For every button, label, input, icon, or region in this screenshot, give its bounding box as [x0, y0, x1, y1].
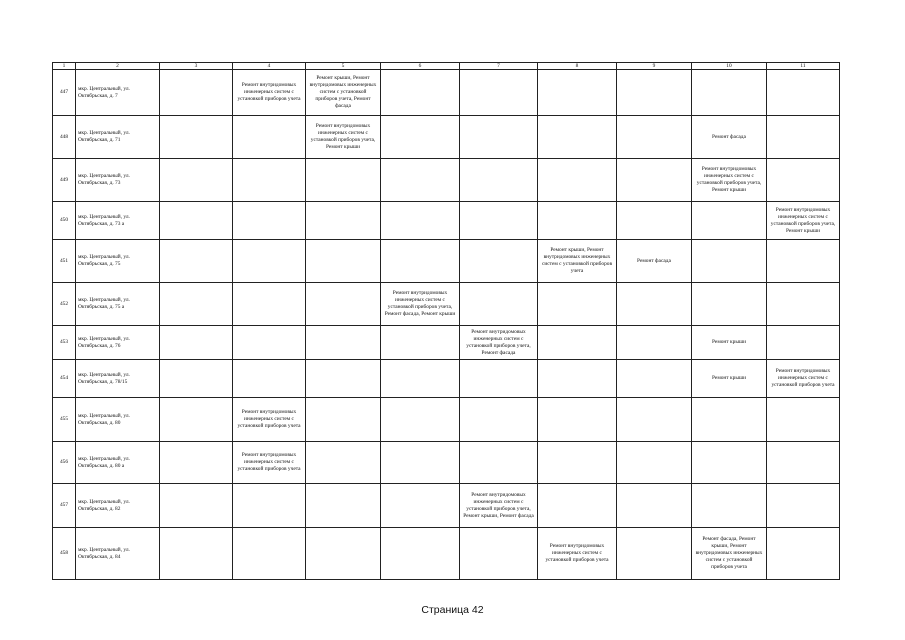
address-cell: мкр. Центральный, ул. Октябрьская, д. 7 — [76, 70, 160, 116]
work-cell — [767, 240, 840, 283]
address-cell: мкр. Центральный, ул. Октябрьская, д. 73 — [76, 159, 160, 202]
column-header: 4 — [233, 63, 306, 70]
column-header: 10 — [692, 63, 767, 70]
work-cell — [617, 398, 692, 442]
work-cell — [160, 283, 233, 326]
work-cell — [306, 484, 381, 528]
column-header: 11 — [767, 63, 840, 70]
address-cell: мкр. Центральный, ул. Октябрьская, д. 84 — [76, 528, 160, 580]
row-number-cell: 448 — [53, 116, 76, 159]
work-cell — [538, 398, 617, 442]
work-cell — [233, 159, 306, 202]
table-row — [53, 484, 840, 528]
address-cell: мкр. Центральный, ул. Октябрьская, д. 80 а — [76, 442, 160, 484]
address-cell: мкр. Центральный, ул. Октябрьская, д. 71 — [76, 116, 160, 159]
work-cell — [538, 360, 617, 398]
work-cell — [767, 116, 840, 159]
work-cell — [617, 326, 692, 360]
table-row — [53, 398, 840, 442]
work-cell — [460, 240, 538, 283]
work-cell — [160, 398, 233, 442]
address-cell: мкр. Центральный, ул. Октябрьская, д. 80 — [76, 398, 160, 442]
work-cell — [160, 70, 233, 116]
work-cell: Ремонт внутридомовых инженерных систем с установкой приборов учета — [233, 398, 306, 442]
work-cell — [538, 326, 617, 360]
work-cell: Ремонт крыши — [692, 360, 767, 398]
column-header: 1 — [53, 63, 76, 70]
row-number-cell: 452 — [53, 283, 76, 326]
work-cell — [160, 326, 233, 360]
work-cell — [767, 283, 840, 326]
work-cell — [692, 70, 767, 116]
row-number-cell: 456 — [53, 442, 76, 484]
work-cell — [381, 70, 460, 116]
work-cell — [617, 360, 692, 398]
table-row — [53, 326, 840, 360]
work-cell — [692, 240, 767, 283]
work-cell — [617, 442, 692, 484]
work-cell — [538, 116, 617, 159]
table-row — [53, 442, 840, 484]
work-cell — [538, 159, 617, 202]
work-cell — [381, 116, 460, 159]
work-cell — [160, 202, 233, 240]
row-number-cell: 455 — [53, 398, 76, 442]
work-cell — [538, 484, 617, 528]
work-cell — [306, 528, 381, 580]
work-cell — [692, 202, 767, 240]
work-cell — [306, 159, 381, 202]
work-cell — [767, 70, 840, 116]
work-cell — [306, 360, 381, 398]
work-cell — [233, 528, 306, 580]
column-header: 5 — [306, 63, 381, 70]
work-cell — [233, 484, 306, 528]
work-cell — [767, 528, 840, 580]
work-cell — [460, 283, 538, 326]
work-cell — [767, 442, 840, 484]
table-row — [53, 116, 840, 159]
work-cell — [381, 442, 460, 484]
work-cell — [233, 240, 306, 283]
work-cell — [767, 484, 840, 528]
work-cell — [160, 528, 233, 580]
work-cell — [306, 398, 381, 442]
work-cell — [306, 283, 381, 326]
work-cell — [233, 360, 306, 398]
work-cell — [617, 159, 692, 202]
work-cell: Ремонт внутридомовых инженерных систем с установкой приборов учета, Ремонт фасада — [460, 326, 538, 360]
row-number-cell: 458 — [53, 528, 76, 580]
work-cell — [306, 202, 381, 240]
work-cell — [160, 159, 233, 202]
work-cell — [538, 283, 617, 326]
work-cell — [692, 484, 767, 528]
work-cell — [692, 398, 767, 442]
column-header: 9 — [617, 63, 692, 70]
work-cell — [767, 159, 840, 202]
work-cell — [381, 528, 460, 580]
work-cell — [460, 202, 538, 240]
work-cell — [381, 360, 460, 398]
row-number-cell: 454 — [53, 360, 76, 398]
work-cell: Ремонт фасада — [692, 116, 767, 159]
work-cell — [381, 398, 460, 442]
work-cell — [306, 442, 381, 484]
table-row — [53, 360, 840, 398]
work-cell — [617, 116, 692, 159]
work-cell — [381, 202, 460, 240]
row-number-cell: 457 — [53, 484, 76, 528]
table-row — [53, 283, 840, 326]
address-cell: мкр. Центральный, ул. Октябрьская, д. 75 а — [76, 283, 160, 326]
work-cell — [306, 240, 381, 283]
work-cell: Ремонт внутридомовых инженерных систем с установкой приборов учета, Ремонт фасада, Ремонт крыши — [381, 283, 460, 326]
work-cell — [617, 528, 692, 580]
work-cell — [381, 484, 460, 528]
work-cell — [160, 116, 233, 159]
work-cell — [617, 202, 692, 240]
row-number-cell: 447 — [53, 70, 76, 116]
row-number-cell: 451 — [53, 240, 76, 283]
work-cell — [460, 116, 538, 159]
work-cell: Ремонт крыши, Ремонт внутридомовых инженерных систем с установкой приборов учета, Ремонт фасада — [306, 70, 381, 116]
work-cell — [617, 283, 692, 326]
work-cell — [160, 442, 233, 484]
page-number: Страница 42 — [421, 604, 484, 616]
work-cell: Ремонт внутридомовых инженерных систем с установкой приборов учета, Ремонт крыши — [692, 159, 767, 202]
work-cell: Ремонт внутридомовых инженерных систем с установкой приборов учета, Ремонт крыши — [767, 202, 840, 240]
work-cell — [306, 326, 381, 360]
address-cell: мкр. Центральный, ул. Октябрьская, д. 73 а — [76, 202, 160, 240]
table-row — [53, 202, 840, 240]
work-schedule-table — [52, 62, 840, 580]
work-cell — [460, 442, 538, 484]
work-cell — [233, 202, 306, 240]
work-cell — [381, 159, 460, 202]
work-cell — [538, 202, 617, 240]
address-cell: мкр. Центральный, ул. Октябрьская, д. 78/15 — [76, 360, 160, 398]
address-cell: мкр. Центральный, ул. Октябрьская, д. 75 — [76, 240, 160, 283]
work-cell — [460, 528, 538, 580]
work-cell — [767, 326, 840, 360]
table-row — [53, 240, 840, 283]
work-cell — [538, 442, 617, 484]
work-cell — [233, 116, 306, 159]
work-cell: Ремонт внутридомовых инженерных систем с установкой приборов учета — [767, 360, 840, 398]
address-cell: мкр. Центральный, ул. Октябрьская, д. 82 — [76, 484, 160, 528]
column-header: 8 — [538, 63, 617, 70]
work-cell — [460, 398, 538, 442]
work-cell: Ремонт внутридомовых инженерных систем с установкой приборов учета — [538, 528, 617, 580]
column-header: 7 — [460, 63, 538, 70]
work-cell — [538, 70, 617, 116]
row-number-cell: 450 — [53, 202, 76, 240]
work-cell: Ремонт внутридомовых инженерных систем с установкой приборов учета — [233, 70, 306, 116]
work-cell: Ремонт внутридомовых инженерных систем с установкой приборов учета, Ремонт крыши — [306, 116, 381, 159]
table-row — [53, 70, 840, 116]
work-cell — [160, 484, 233, 528]
work-cell: Ремонт внутридомовых инженерных систем с установкой приборов учета — [233, 442, 306, 484]
column-header: 2 — [76, 63, 160, 70]
work-cell — [692, 442, 767, 484]
work-cell: Ремонт фасада — [617, 240, 692, 283]
work-cell — [460, 70, 538, 116]
work-cell — [692, 283, 767, 326]
column-header: 6 — [381, 63, 460, 70]
row-number-cell: 453 — [53, 326, 76, 360]
column-header: 3 — [160, 63, 233, 70]
table-row — [53, 528, 840, 580]
work-cell — [617, 484, 692, 528]
work-cell — [460, 360, 538, 398]
work-cell — [160, 240, 233, 283]
work-cell: Ремонт крыши — [692, 326, 767, 360]
work-cell — [233, 326, 306, 360]
header-row — [53, 63, 840, 70]
work-cell — [381, 326, 460, 360]
work-cell — [381, 240, 460, 283]
work-cell — [767, 398, 840, 442]
address-cell: мкр. Центральный, ул. Октябрьская, д. 76 — [76, 326, 160, 360]
row-number-cell: 449 — [53, 159, 76, 202]
work-cell — [460, 159, 538, 202]
work-cell — [617, 70, 692, 116]
work-cell: Ремонт фасада, Ремонт крыши, Ремонт внутридомовых инженерных систем с установкой приборов учета — [692, 528, 767, 580]
table-row — [53, 159, 840, 202]
work-cell: Ремонт крыши, Ремонт внутридомовых инженерных систем с установкой приборов учета — [538, 240, 617, 283]
work-cell: Ремонт внутридомовых инженерных систем с установкой приборов учета, Ремонт крыши, Ремонт фасада — [460, 484, 538, 528]
work-cell — [160, 360, 233, 398]
work-cell — [233, 283, 306, 326]
